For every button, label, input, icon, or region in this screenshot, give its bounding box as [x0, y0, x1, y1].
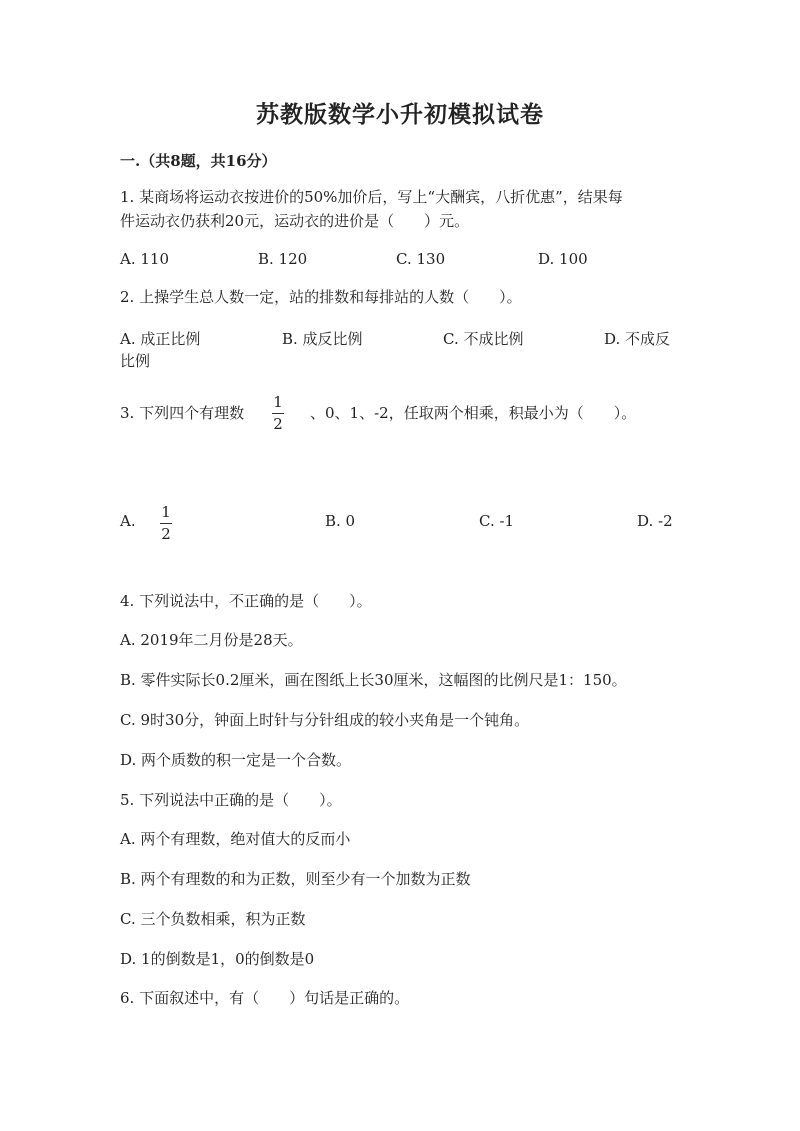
question-4-option-c: C. 9时30分，钟面上时针与分针组成的较小夹角是一个钝角。 — [120, 711, 530, 729]
question-1-option-d: D. 100 — [538, 250, 588, 268]
fraction-denominator: 2 — [273, 415, 283, 433]
question-3-option-c: C. -1 — [479, 512, 515, 530]
question-3-fraction — [272, 394, 284, 433]
question-5-option-b: B. 两个有理数的和为正数，则至少有一个加数为正数 — [120, 870, 471, 888]
section-heading: 一.（共8题，共16分） — [120, 152, 277, 170]
fraction-denominator: 2 — [161, 525, 171, 543]
question-1-option-a: A. 110 — [120, 250, 169, 268]
question-3-suffix: 、0、1、-2，任取两个相乘，积最小为（ ）。 — [310, 404, 637, 422]
question-5-option-c: C. 三个负数相乘，积为正数 — [120, 910, 306, 928]
fraction-bar — [272, 413, 284, 414]
question-4-text: 4. 下列说法中，不正确的是（ ）。 — [120, 592, 372, 610]
question-2-option-d-continued: 比例 — [120, 352, 151, 370]
question-1-option-b: B. 120 — [258, 250, 308, 268]
question-4-option-a: A. 2019年二月份是28天。 — [120, 631, 303, 649]
question-2-option-d: D. 不成反 — [604, 330, 671, 348]
fraction-numerator: 1 — [161, 503, 171, 521]
question-3-option-a-fraction — [160, 504, 172, 543]
question-5-option-a: A. 两个有理数，绝对值大的反而小 — [120, 830, 351, 848]
question-1-option-c: C. 130 — [396, 250, 446, 268]
question-3-option-b: B. 0 — [325, 512, 356, 530]
question-3-prefix: 3. 下列四个有理数 — [120, 404, 245, 422]
fraction-numerator: 1 — [273, 393, 283, 411]
question-2-option-a: A. 成正比例 — [120, 330, 201, 348]
question-1-line-1: 1. 某商场将运动衣按进价的50%加价后，写上“大酬宾，八折优惠”，结果每 — [120, 188, 623, 206]
question-5-text: 5. 下列说法中正确的是（ ）。 — [120, 791, 342, 809]
question-2-option-c: C. 不成比例 — [443, 330, 524, 348]
question-2-text: 2. 上操学生总人数一定，站的排数和每排站的人数（ ）。 — [120, 288, 522, 306]
question-6-text: 6. 下面叙述中，有（ ）句话是正确的。 — [120, 989, 410, 1007]
question-4-option-b: B. 零件实际长0.2厘米，画在图纸上长30厘米，这幅图的比例尺是1：150。 — [120, 671, 627, 689]
fraction-bar — [160, 523, 172, 524]
question-5-option-d: D. 1的倒数是1，0的倒数是0 — [120, 950, 315, 968]
question-3-option-d: D. -2 — [637, 512, 673, 530]
question-3-option-a-label: A. — [120, 512, 136, 530]
page-title: 苏教版数学小升初模拟试卷 — [256, 101, 544, 128]
question-2-option-b: B. 成反比例 — [282, 330, 363, 348]
question-4-option-d: D. 两个质数的积一定是一个合数。 — [120, 751, 352, 769]
question-1-line-2: 件运动衣仍获利20元，运动衣的进价是（ ）元。 — [120, 212, 470, 230]
